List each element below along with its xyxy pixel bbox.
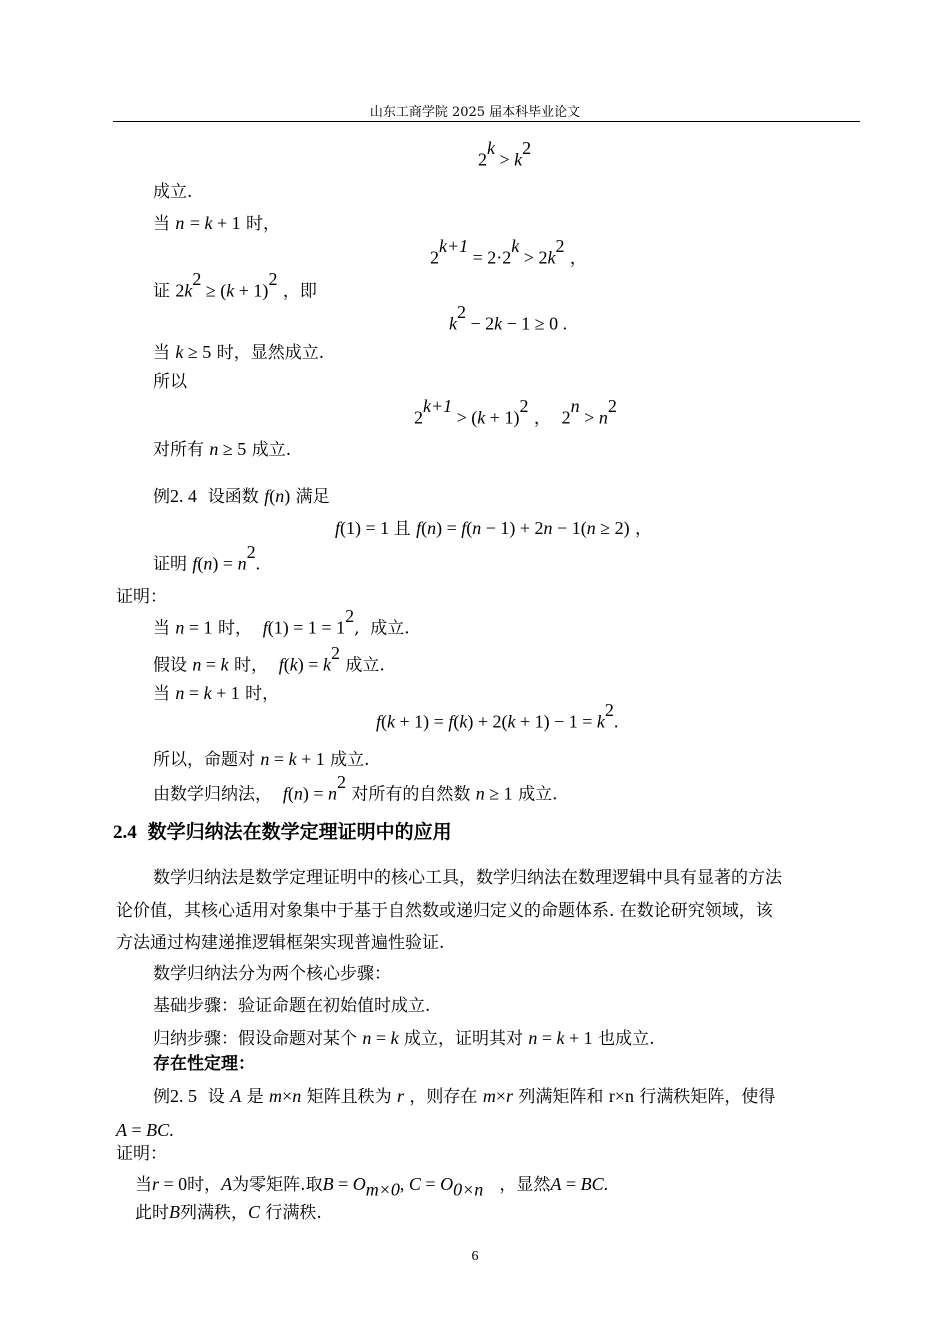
display-formula: $k^2 - 2k - 1 \ge 0$ . bbox=[449, 302, 568, 334]
text-line: 此时B列满秩，C 行满秩. bbox=[135, 1202, 322, 1223]
proof-label: 证明： bbox=[116, 1144, 167, 1164]
section-number: 2.4 bbox=[113, 822, 137, 843]
paragraph-line: 基础步骤：验证命题在初始值时成立. bbox=[153, 996, 431, 1016]
text-line: A = BC. bbox=[116, 1120, 174, 1140]
text-line: 证明 $f(n) = n^2$. bbox=[153, 542, 261, 575]
running-header: 山东工商学院 2025 届本科毕业论文 bbox=[369, 105, 581, 120]
display-formula: $2^{k+1} > (k + 1)^2$ ， $2^n > n^2$ bbox=[414, 396, 617, 429]
text-line: 当 k ≥ 5 时，显然成立. bbox=[153, 342, 325, 363]
paragraph-line: 论价值，其核心适用对象集中于基于自然数或递归定义的命题体系. 在数论研究领域，该 bbox=[116, 901, 773, 921]
display-formula: $f(k + 1) = f(k) + 2(k + 1) - 1 = k^2$. bbox=[376, 700, 619, 732]
display-formula: $2^k > k^2$ bbox=[478, 138, 532, 170]
paragraph-line: 归纳步骤：假设命题对某个 n = k 成立，证明其对 n = k + 1 也成立. bbox=[153, 1028, 655, 1049]
text-line: 假设 n = k 时， $f(k) = k^2$ 成立. bbox=[153, 643, 385, 676]
paragraph-line: 方法通过构建递推逻辑框架实现普遍性验证. bbox=[116, 933, 445, 953]
display-formula: f(1) = 1 且 f(n) = f(n − 1) + 2n − 1(n ≥ 2) ， bbox=[335, 518, 652, 539]
text-line: 所以，命题对 n = k + 1 成立. bbox=[153, 749, 370, 770]
text-line: 当 n = 1 时， $f(1) = 1 = 1^2$, 成立. bbox=[153, 606, 410, 639]
proof-label: 证明： bbox=[116, 587, 167, 607]
text-line: 当 n = k + 1 时， bbox=[153, 683, 280, 704]
text-line: 证 $2k^2 \ge (k + 1)^2$ ，即 bbox=[153, 269, 317, 302]
display-formula: $2^{k+1} = 2\cdot 2^k > 2k^2$ ， bbox=[430, 236, 587, 269]
text-line: 当 n = k + 1 时， bbox=[153, 213, 281, 234]
paragraph-line: 数学归纳法分为两个核心步骤： bbox=[153, 964, 391, 984]
text-line: 对所有 n ≥ 5 成立. bbox=[153, 439, 292, 460]
example-2-5: 例2. 5 设 A 是 m×n 矩阵且秩为 r ，则存在 m×r 列满矩阵和 r×n 行满秩矩阵，使得 bbox=[153, 1086, 776, 1107]
example-2-4: 例2. 4 设函数 f(n) 满足 bbox=[153, 486, 330, 507]
text-line: 成立. bbox=[153, 182, 193, 202]
section-title: 数学归纳法在数学定理证明中的应用 bbox=[147, 821, 452, 843]
text-line: 所以 bbox=[153, 372, 187, 392]
header-rule bbox=[113, 121, 860, 122]
section-heading bbox=[113, 823, 452, 842]
text-line: 由数学归纳法， $f(n) = n^2$ 对所有的自然数 n ≥ 1 成立. bbox=[153, 772, 558, 805]
subheading: 存在性定理： bbox=[153, 1054, 255, 1074]
paragraph-line: 数学归纳法是数学定理证明中的核心工具，数学归纳法在数理逻辑中具有显著的方法 bbox=[153, 868, 782, 888]
page-number: 6 bbox=[471, 1249, 479, 1264]
text-line: 当r = 0时，A为零矩阵.取$B = O_{m\times 0}$, $C = O_{0\times n}$ ，显然A = BC. bbox=[135, 1174, 609, 1200]
